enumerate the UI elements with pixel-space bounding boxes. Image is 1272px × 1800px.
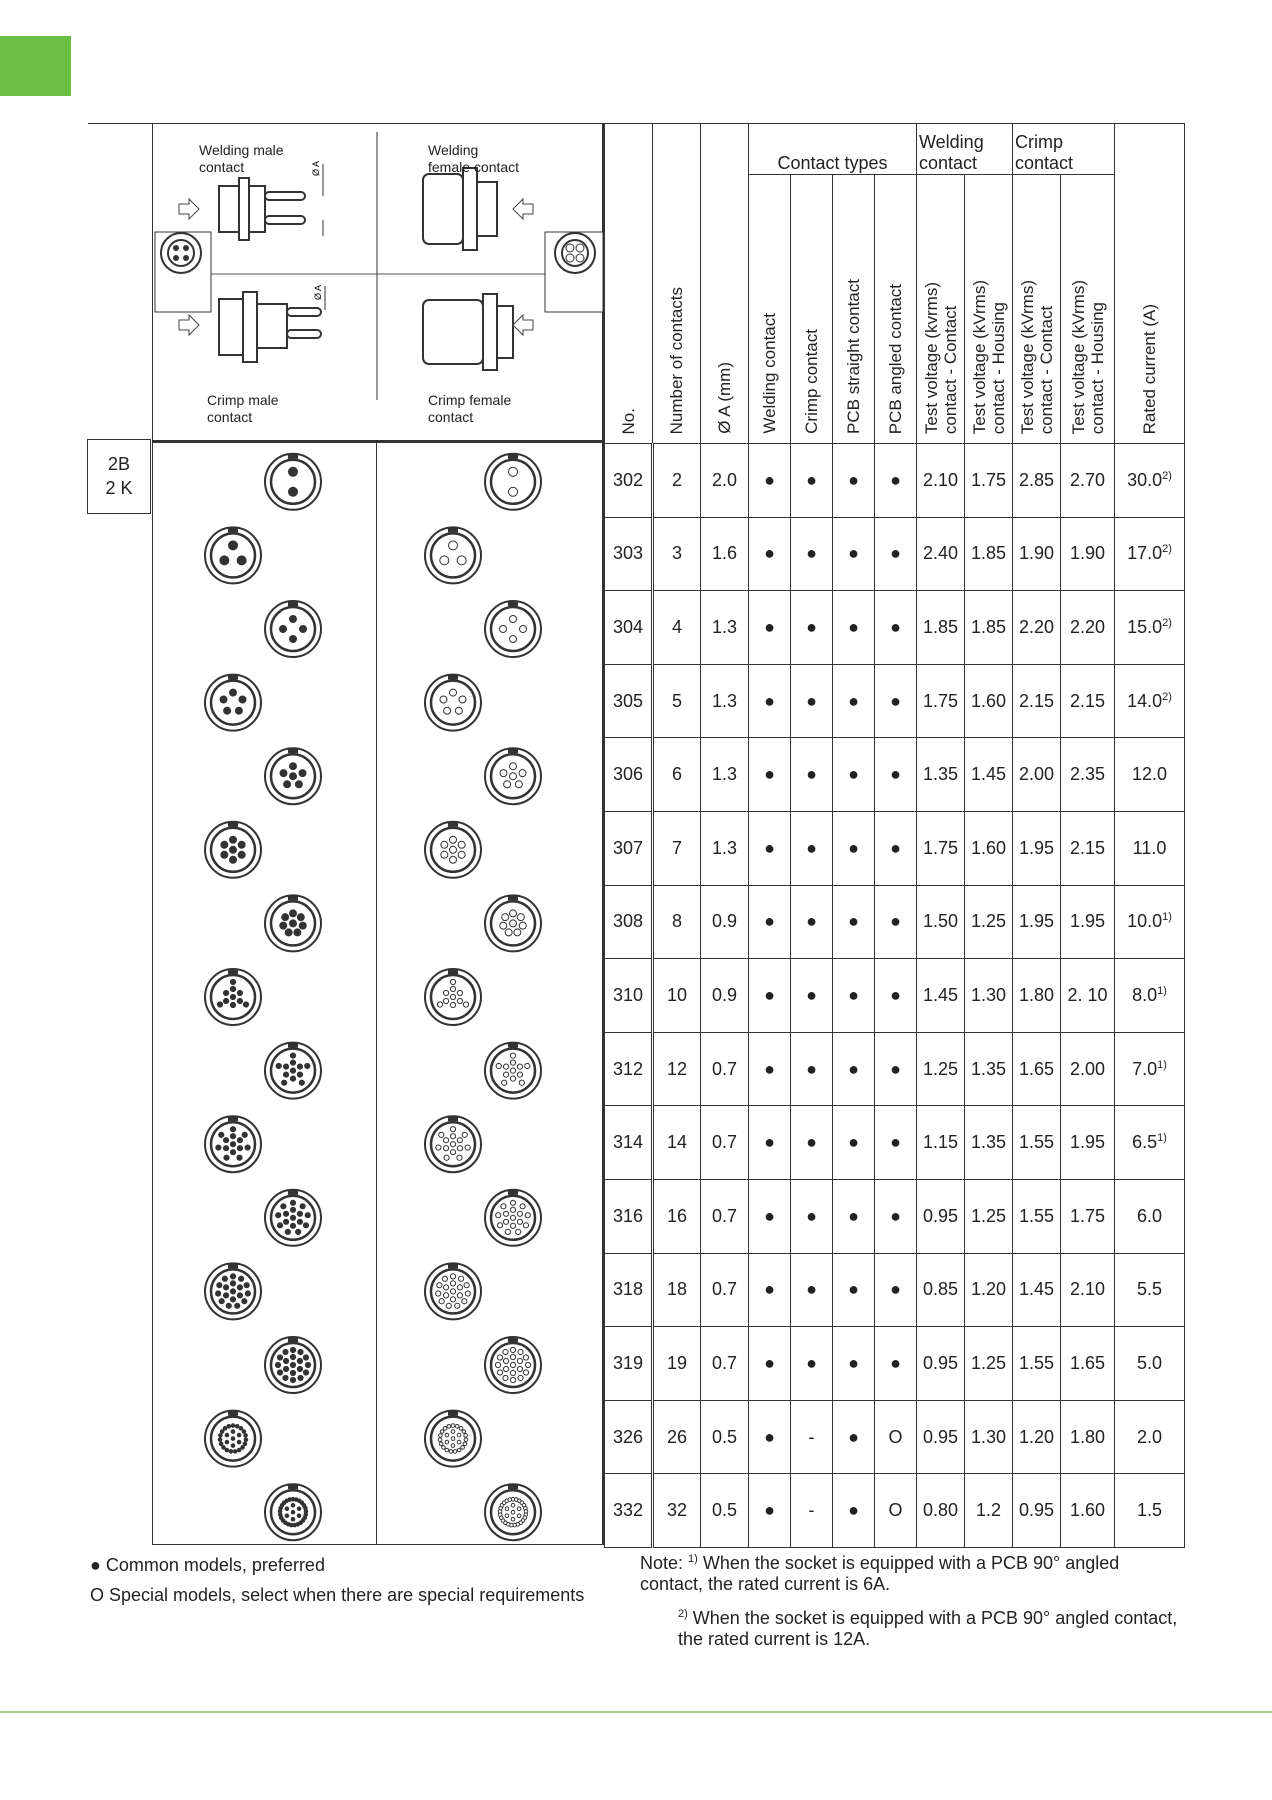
cell-dia: 1.6 bbox=[701, 517, 749, 591]
pin-layout-area bbox=[152, 441, 604, 1545]
cell-rated: 30.0$^{2)}$ bbox=[1115, 444, 1185, 518]
cell-no: 305 bbox=[605, 664, 653, 738]
series-label: 2B 2 K bbox=[87, 439, 151, 514]
cell-pa: O bbox=[875, 1400, 917, 1474]
cell-v4: 1.65 bbox=[1061, 1327, 1115, 1401]
cell-v3: 1.20 bbox=[1013, 1400, 1061, 1474]
cell-rated: 6.5$^{1)}$ bbox=[1115, 1106, 1185, 1180]
cell-v1: 0.80 bbox=[917, 1474, 965, 1548]
col-no: No. bbox=[605, 124, 653, 444]
welding-female-drawing bbox=[423, 168, 533, 250]
cell-v1: 1.75 bbox=[917, 664, 965, 738]
cell-n: 14 bbox=[653, 1106, 701, 1180]
cell-v1: 1.50 bbox=[917, 885, 965, 959]
cell-w: ● bbox=[749, 517, 791, 591]
cell-no: 312 bbox=[605, 1032, 653, 1106]
col-diameter: Ø A (mm) bbox=[701, 124, 749, 444]
crimp-female-drawing bbox=[423, 294, 533, 370]
cell-v2: 1.35 bbox=[965, 1106, 1013, 1180]
cell-v2: 1.35 bbox=[965, 1032, 1013, 1106]
cell-v4: 2. 10 bbox=[1061, 959, 1115, 1033]
cell-v3: 1.55 bbox=[1013, 1179, 1061, 1253]
table-row bbox=[605, 1253, 1185, 1327]
contact-diagram bbox=[152, 123, 604, 441]
cell-c: ● bbox=[791, 738, 833, 812]
cell-w: ● bbox=[749, 1327, 791, 1401]
cell-pa: ● bbox=[875, 1106, 917, 1180]
cell-no: 302 bbox=[605, 444, 653, 518]
cell-n: 5 bbox=[653, 664, 701, 738]
section-color-tab bbox=[0, 36, 71, 96]
cell-dia: 0.7 bbox=[701, 1327, 749, 1401]
cell-v4: 1.95 bbox=[1061, 1106, 1115, 1180]
cell-no: 308 bbox=[605, 885, 653, 959]
cell-v4: 1.95 bbox=[1061, 885, 1115, 959]
pin-face-male bbox=[205, 1116, 261, 1172]
col-crimp-voltage-housing: Test voltage (kVrms) contact - Housing bbox=[1061, 175, 1115, 444]
legend-common: ● Common models, preferred bbox=[90, 1555, 325, 1575]
cell-v3: 1.90 bbox=[1013, 517, 1061, 591]
cell-v1: 0.95 bbox=[917, 1327, 965, 1401]
table-row bbox=[605, 738, 1185, 812]
cell-v3: 0.95 bbox=[1013, 1474, 1061, 1548]
cell-v1: 1.25 bbox=[917, 1032, 965, 1106]
cell-v3: 2.15 bbox=[1013, 664, 1061, 738]
cell-v3: 1.95 bbox=[1013, 811, 1061, 885]
cell-w: ● bbox=[749, 811, 791, 885]
pin-face-female bbox=[425, 1263, 481, 1319]
cell-v3: 1.80 bbox=[1013, 959, 1061, 1033]
cell-v1: 1.85 bbox=[917, 591, 965, 665]
col-rated-current: Rated current (A) bbox=[1115, 124, 1185, 444]
cell-n: 6 bbox=[653, 738, 701, 812]
pin-face-male bbox=[265, 454, 321, 510]
cell-w: ● bbox=[749, 664, 791, 738]
cell-rated: 5.5 bbox=[1115, 1253, 1185, 1327]
cell-v1: 1.15 bbox=[917, 1106, 965, 1180]
table-row bbox=[605, 664, 1185, 738]
cell-v1: 1.75 bbox=[917, 811, 965, 885]
table-row bbox=[605, 1400, 1185, 1474]
pin-face-male bbox=[205, 527, 261, 583]
cell-rated: 14.0$^{2)}$ bbox=[1115, 664, 1185, 738]
cell-v4: 2.15 bbox=[1061, 664, 1115, 738]
cell-pa: ● bbox=[875, 1327, 917, 1401]
cell-n: 4 bbox=[653, 591, 701, 665]
cell-v2: 1.75 bbox=[965, 444, 1013, 518]
table-row bbox=[605, 885, 1185, 959]
cell-pa: ● bbox=[875, 1179, 917, 1253]
cell-pa: ● bbox=[875, 1253, 917, 1327]
cell-v4: 1.80 bbox=[1061, 1400, 1115, 1474]
cell-pa: ● bbox=[875, 885, 917, 959]
col-number-of-contacts: Number of contacts bbox=[653, 124, 701, 444]
cell-no: 310 bbox=[605, 959, 653, 1033]
pin-face-male bbox=[265, 1337, 321, 1393]
crimp-male-label: Crimp male contact bbox=[207, 392, 279, 425]
cell-w: ● bbox=[749, 885, 791, 959]
cell-v2: 1.25 bbox=[965, 885, 1013, 959]
cell-ps: ● bbox=[833, 1474, 875, 1548]
cell-v1: 0.85 bbox=[917, 1253, 965, 1327]
cell-pa: ● bbox=[875, 591, 917, 665]
pin-face-female bbox=[425, 1411, 481, 1467]
cell-v3: 1.45 bbox=[1013, 1253, 1061, 1327]
cell-rated: 12.0 bbox=[1115, 738, 1185, 812]
cell-c: ● bbox=[791, 591, 833, 665]
cell-w: ● bbox=[749, 1400, 791, 1474]
pin-face-female bbox=[425, 822, 481, 878]
pin-face-female bbox=[425, 969, 481, 1025]
cell-v2: 1.25 bbox=[965, 1327, 1013, 1401]
pin-layout-drawings bbox=[153, 443, 603, 1545]
cell-rated: 5.0 bbox=[1115, 1327, 1185, 1401]
cell-n: 32 bbox=[653, 1474, 701, 1548]
cell-w: ● bbox=[749, 591, 791, 665]
table-row bbox=[605, 1327, 1185, 1401]
cell-v4: 2.00 bbox=[1061, 1032, 1115, 1106]
crimp-female-label: Crimp female contact bbox=[428, 392, 512, 425]
group-crimp-contact: Crimp contact bbox=[1013, 124, 1115, 175]
table-row bbox=[605, 444, 1185, 518]
pin-face-male bbox=[265, 895, 321, 951]
cell-ps: ● bbox=[833, 664, 875, 738]
pin-face-female bbox=[425, 1116, 481, 1172]
cell-v3: 1.55 bbox=[1013, 1327, 1061, 1401]
pin-face-female bbox=[485, 454, 541, 510]
cell-no: 314 bbox=[605, 1106, 653, 1180]
cell-v2: 1.45 bbox=[965, 738, 1013, 812]
cell-w: ● bbox=[749, 738, 791, 812]
cell-v2: 1.25 bbox=[965, 1179, 1013, 1253]
cell-dia: 1.3 bbox=[701, 591, 749, 665]
col-crimp-contact: Crimp contact bbox=[791, 175, 833, 444]
cell-rated: 10.0$^{1)}$ bbox=[1115, 885, 1185, 959]
cell-dia: 0.5 bbox=[701, 1400, 749, 1474]
cell-n: 3 bbox=[653, 517, 701, 591]
group-contact-types: Contact types bbox=[749, 124, 917, 175]
cell-v2: 1.60 bbox=[965, 664, 1013, 738]
cell-v4: 2.15 bbox=[1061, 811, 1115, 885]
cell-ps: ● bbox=[833, 738, 875, 812]
cell-ps: ● bbox=[833, 591, 875, 665]
cell-dia: 0.7 bbox=[701, 1032, 749, 1106]
cell-dia: 1.3 bbox=[701, 664, 749, 738]
svg-text:Ø A: Ø A bbox=[313, 284, 323, 300]
pin-face-male bbox=[205, 822, 261, 878]
cell-ps: ● bbox=[833, 1327, 875, 1401]
cell-v2: 1.2 bbox=[965, 1474, 1013, 1548]
pin-face-male bbox=[205, 675, 261, 731]
cell-v4: 2.35 bbox=[1061, 738, 1115, 812]
cell-w: ● bbox=[749, 1032, 791, 1106]
cell-v4: 1.60 bbox=[1061, 1474, 1115, 1548]
cell-dia: 0.9 bbox=[701, 885, 749, 959]
pin-face-male bbox=[265, 1043, 321, 1099]
cell-ps: ● bbox=[833, 885, 875, 959]
pin-face-female bbox=[485, 1484, 541, 1540]
pin-face-female bbox=[425, 527, 481, 583]
pin-face-female bbox=[485, 895, 541, 951]
pin-face-female bbox=[485, 601, 541, 657]
table-row bbox=[605, 811, 1185, 885]
cell-v4: 1.90 bbox=[1061, 517, 1115, 591]
cell-dia: 2.0 bbox=[701, 444, 749, 518]
cell-dia: 0.7 bbox=[701, 1179, 749, 1253]
cell-dia: 0.9 bbox=[701, 959, 749, 1033]
cell-n: 10 bbox=[653, 959, 701, 1033]
cell-v2: 1.30 bbox=[965, 1400, 1013, 1474]
welding-female-label: Welding female contact bbox=[428, 142, 520, 175]
cell-v3: 1.55 bbox=[1013, 1106, 1061, 1180]
cell-c: ● bbox=[791, 1032, 833, 1106]
cell-n: 16 bbox=[653, 1179, 701, 1253]
cell-no: 307 bbox=[605, 811, 653, 885]
spec-table-body bbox=[605, 444, 1185, 1548]
cell-pa: ● bbox=[875, 664, 917, 738]
cell-n: 7 bbox=[653, 811, 701, 885]
col-welding-voltage-housing: Test voltage (kVrms) contact - Housing bbox=[965, 175, 1013, 444]
cell-dia: 0.7 bbox=[701, 1253, 749, 1327]
spec-table bbox=[604, 123, 1185, 1548]
cell-ps: ● bbox=[833, 517, 875, 591]
cell-no: 303 bbox=[605, 517, 653, 591]
cell-c: ● bbox=[791, 664, 833, 738]
cell-n: 18 bbox=[653, 1253, 701, 1327]
col-pcb-angled: PCB angled contact bbox=[875, 175, 917, 444]
cell-v2: 1.85 bbox=[965, 591, 1013, 665]
pin-face-male bbox=[265, 1484, 321, 1540]
col-welding-voltage-contact: Test voltage (kvrms) contact - Contact bbox=[917, 175, 965, 444]
cell-v3: 1.65 bbox=[1013, 1032, 1061, 1106]
table-row bbox=[605, 1032, 1185, 1106]
cell-rated: 17.0$^{2)}$ bbox=[1115, 517, 1185, 591]
cell-rated: 1.5 bbox=[1115, 1474, 1185, 1548]
cell-ps: ● bbox=[833, 1106, 875, 1180]
cell-c: ● bbox=[791, 444, 833, 518]
pin-face-male bbox=[265, 1190, 321, 1246]
cell-rated: 15.0$^{2)}$ bbox=[1115, 591, 1185, 665]
cell-v1: 0.95 bbox=[917, 1179, 965, 1253]
cell-w: ● bbox=[749, 1253, 791, 1327]
pin-face-female bbox=[485, 1337, 541, 1393]
cell-v4: 2.20 bbox=[1061, 591, 1115, 665]
cell-no: 316 bbox=[605, 1179, 653, 1253]
cell-dia: 1.3 bbox=[701, 738, 749, 812]
cell-ps: ● bbox=[833, 1032, 875, 1106]
table-row bbox=[605, 959, 1185, 1033]
cell-n: 12 bbox=[653, 1032, 701, 1106]
cell-n: 19 bbox=[653, 1327, 701, 1401]
cell-c: ● bbox=[791, 1327, 833, 1401]
note-1: Note: $^{1)}$ When the socket is equipped with a PCB 90° angled contact, the rated current is 6A. bbox=[640, 1553, 1120, 1594]
group-welding-contact: Welding contact bbox=[917, 124, 1013, 175]
cell-w: ● bbox=[749, 1179, 791, 1253]
cell-ps: ● bbox=[833, 1253, 875, 1327]
table-row bbox=[605, 1474, 1185, 1548]
pin-face-male bbox=[205, 1411, 261, 1467]
cell-v2: 1.60 bbox=[965, 811, 1013, 885]
cell-pa: ● bbox=[875, 811, 917, 885]
pin-face-male bbox=[265, 748, 321, 804]
cell-v3: 2.00 bbox=[1013, 738, 1061, 812]
legend-special: O Special models, select when there are special requirements bbox=[90, 1585, 585, 1605]
pin-face-female bbox=[485, 1190, 541, 1246]
cell-w: ● bbox=[749, 1106, 791, 1180]
cell-c: - bbox=[791, 1474, 833, 1548]
pin-face-male bbox=[205, 1263, 261, 1319]
cell-rated: 7.0$^{1)}$ bbox=[1115, 1032, 1185, 1106]
cell-c: ● bbox=[791, 885, 833, 959]
cell-ps: ● bbox=[833, 1400, 875, 1474]
cell-v3: 1.95 bbox=[1013, 885, 1061, 959]
cell-c: ● bbox=[791, 1253, 833, 1327]
cell-w: ● bbox=[749, 444, 791, 518]
cell-c: ● bbox=[791, 959, 833, 1033]
cell-v1: 0.95 bbox=[917, 1400, 965, 1474]
cell-n: 2 bbox=[653, 444, 701, 518]
cell-n: 8 bbox=[653, 885, 701, 959]
cell-v1: 1.35 bbox=[917, 738, 965, 812]
cell-w: ● bbox=[749, 959, 791, 1033]
col-welding-contact: Welding contact bbox=[749, 175, 791, 444]
header-rule bbox=[88, 123, 152, 124]
cell-v2: 1.20 bbox=[965, 1253, 1013, 1327]
cell-no: 304 bbox=[605, 591, 653, 665]
cell-v2: 1.30 bbox=[965, 959, 1013, 1033]
col-pcb-straight: PCB straight contact bbox=[833, 175, 875, 444]
cell-c: ● bbox=[791, 1179, 833, 1253]
welding-male-label: Welding male contact bbox=[199, 142, 284, 175]
cell-no: 332 bbox=[605, 1474, 653, 1548]
cell-dia: 0.7 bbox=[701, 1106, 749, 1180]
pin-face-female bbox=[425, 675, 481, 731]
cell-no: 326 bbox=[605, 1400, 653, 1474]
cell-n: 26 bbox=[653, 1400, 701, 1474]
cell-no: 319 bbox=[605, 1327, 653, 1401]
cell-pa: ● bbox=[875, 959, 917, 1033]
cell-dia: 1.3 bbox=[701, 811, 749, 885]
cell-c: ● bbox=[791, 1106, 833, 1180]
cell-no: 318 bbox=[605, 1253, 653, 1327]
cell-v4: 2.10 bbox=[1061, 1253, 1115, 1327]
cell-rated: 8.0$^{1)}$ bbox=[1115, 959, 1185, 1033]
cell-pa: ● bbox=[875, 444, 917, 518]
pin-face-female bbox=[485, 1043, 541, 1099]
col-crimp-voltage-contact: Test voltage (kVrms) contact - Contact bbox=[1013, 175, 1061, 444]
cell-ps: ● bbox=[833, 1179, 875, 1253]
cell-dia: 0.5 bbox=[701, 1474, 749, 1548]
cell-c: ● bbox=[791, 811, 833, 885]
cell-rated: 6.0 bbox=[1115, 1179, 1185, 1253]
cell-no: 306 bbox=[605, 738, 653, 812]
cell-pa: ● bbox=[875, 517, 917, 591]
cell-v1: 1.45 bbox=[917, 959, 965, 1033]
cell-c: - bbox=[791, 1400, 833, 1474]
cell-pa: O bbox=[875, 1474, 917, 1548]
cell-v1: 2.10 bbox=[917, 444, 965, 518]
cell-v4: 1.75 bbox=[1061, 1179, 1115, 1253]
note-2: $^{2)}$ When the socket is equipped with a PCB 90° angled contact, the rated current is 12A. bbox=[678, 1608, 1178, 1649]
table-row bbox=[605, 1179, 1185, 1253]
svg-text:Ø A: Ø A bbox=[311, 160, 321, 176]
cell-pa: ● bbox=[875, 1032, 917, 1106]
cell-v4: 2.70 bbox=[1061, 444, 1115, 518]
cell-ps: ● bbox=[833, 811, 875, 885]
legend bbox=[90, 1550, 584, 1610]
cell-w: ● bbox=[749, 1474, 791, 1548]
cell-pa: ● bbox=[875, 738, 917, 812]
pin-face-female bbox=[485, 748, 541, 804]
cell-v1: 2.40 bbox=[917, 517, 965, 591]
table-row bbox=[605, 591, 1185, 665]
cell-v3: 2.20 bbox=[1013, 591, 1061, 665]
footer-rule bbox=[0, 1711, 1272, 1713]
cell-v3: 2.85 bbox=[1013, 444, 1061, 518]
cell-rated: 2.0 bbox=[1115, 1400, 1185, 1474]
pin-face-male bbox=[265, 601, 321, 657]
cell-v2: 1.85 bbox=[965, 517, 1013, 591]
cell-rated: 11.0 bbox=[1115, 811, 1185, 885]
table-row bbox=[605, 517, 1185, 591]
cell-c: ● bbox=[791, 517, 833, 591]
pin-face-male bbox=[205, 969, 261, 1025]
table-row bbox=[605, 1106, 1185, 1180]
cell-ps: ● bbox=[833, 959, 875, 1033]
cell-ps: ● bbox=[833, 444, 875, 518]
